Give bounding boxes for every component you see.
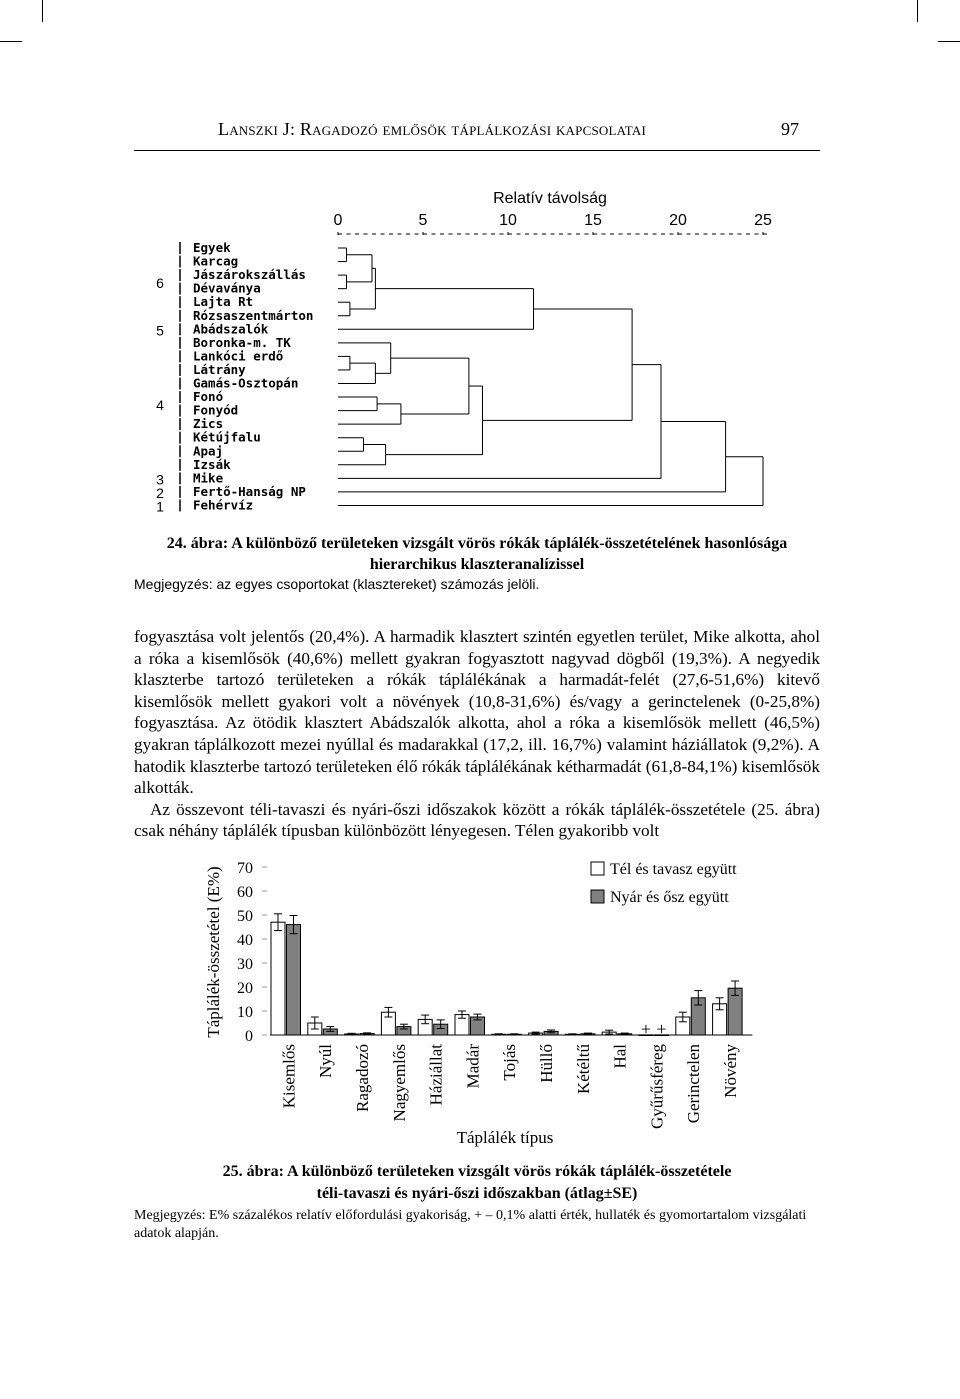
figure25-caption-line2: téli-tavaszi és nyári-őszi időszakban (átlag±SE)	[316, 1185, 638, 1202]
legend-label: Tél és tavasz együtt	[610, 861, 737, 878]
dendrogram-leaf-label: Boronka-m. TK	[193, 334, 291, 350]
x-tick-label: Hüllő	[537, 1044, 556, 1083]
dendrogram-leaf-label: Jászárokszállás	[193, 267, 306, 283]
y-tick-label: 20	[237, 980, 253, 997]
dendrogram-leaf-label: Lankóci erdő	[193, 348, 284, 364]
x-tick-label: Növény	[721, 1044, 740, 1098]
dendrogram-leaf-label: Egyek	[193, 240, 231, 255]
dendrogram-leaf-label: Kétújfalu	[193, 429, 261, 445]
dendrogram-leaf-label: Fertő-Hanság NP	[193, 483, 306, 499]
dendrogram-leaf-label: Fehérvíz	[193, 497, 254, 513]
paragraph-2: Az összevont téli-tavaszi és nyári-őszi időszakok között a rókák táplálék-összetétele (25. ábra) csak néhány táplálék típusban különbözött lényegesen. Télen gyakoribb volt	[134, 799, 820, 841]
dendrogram-leaf-label: Lajta Rt	[193, 294, 254, 310]
dendrogram-group-number: 5	[156, 322, 164, 339]
dendrogram-tick-label: 15	[584, 212, 602, 229]
bar	[287, 925, 301, 1035]
x-tick-label: Kétéltű	[573, 1044, 593, 1095]
x-tick-label: Kisemlős	[279, 1044, 299, 1109]
legend-label: Nyár és ősz együtt	[610, 889, 729, 906]
x-axis-title: Táplálék típus	[456, 1128, 554, 1147]
figure25-caption-line1: 25. ábra: A különböző területeken vizsgált vörös rókák táplálék-összetétele	[222, 1163, 732, 1180]
x-tick-label: Gyűrűsféreg	[647, 1044, 667, 1129]
figure24-note: Megjegyzés: az egyes csoportokat (klasztereket) számozás jelöli.	[134, 576, 540, 592]
dendrogram-tick-label: 0	[333, 212, 343, 229]
y-tick-label: 50	[237, 908, 253, 925]
page-number: 97	[781, 119, 799, 139]
dendrogram-leaf-label: Apaj	[193, 443, 224, 459]
dendrogram-leaf-label: Dévaványa	[193, 280, 261, 296]
dendrogram-leaf-label: Izsák	[193, 456, 231, 472]
x-tick-label: Tojás	[500, 1044, 520, 1081]
figure24-caption-line1: 24. ábra: A különböző területeken vizsgált vörös rókák táplálék-összetételének hasonlósága	[166, 535, 788, 552]
figure24-caption-line2: hierarchikus klaszteranalízissel	[369, 556, 585, 573]
dendrogram-tick-label: 5	[418, 212, 428, 229]
y-tick-label: 30	[237, 956, 253, 973]
x-tick-label: Nyúl	[316, 1044, 336, 1078]
paragraph-1: fogyasztása volt jelentős (20,4%). A harmadik klasztert szintén egyetlen terület, Mike alkotta, ahol a róka a kisemlősök (40,6%) mellett gyakran fogyasztott nagyvad dögből (19,3%). A negyedik klaszterbe tartozó területeken a rókák táplálékának a harmadát-felét (27,6-51,6%) kitevő kisemlősök mellett gyakori volt a növények (10,8-31,6%) és/vagy a gerinctelenek (0-25,8%) fogyasztása. Az ötödik klasztert Abádszalók alkotta, ahol a róka a kisemlősök mellett (46,5%) gyakran táplálkozott mezei nyúllal és madarakkal (17,2, ill. 16,7%) valamint háziállatok (9,2%). A hatodik klaszterbe tartozó területeken élő rókák táplálékának kétharmadát (61,8-84,1%) kisemlősök alkották.	[134, 627, 820, 798]
dendrogram-leaf-label: Fonyód	[193, 402, 239, 418]
dendrogram-axis-title: Relatív távolság	[493, 190, 607, 207]
dendrogram-tick-label: 25	[754, 212, 772, 229]
x-tick-label: Gerinctelen	[684, 1044, 704, 1124]
y-tick-label: 10	[237, 1004, 253, 1021]
dendrogram-leaf-label: Zics	[193, 416, 224, 432]
dendrogram-group-number: 3	[156, 471, 164, 488]
legend-swatch	[591, 890, 604, 903]
bar	[271, 922, 285, 1035]
y-tick-label: 0	[245, 1028, 253, 1045]
dendrogram-group-number: 6	[156, 274, 164, 291]
dendrogram-leaf-label: Fonó	[193, 389, 224, 405]
x-tick-label: Háziállat	[426, 1044, 446, 1106]
dendrogram-leaf-label: Karcag	[193, 253, 239, 269]
dendrogram-tick-label: 10	[499, 212, 517, 229]
dendrogram-group-number: 4	[156, 396, 164, 413]
y-axis-title: Táplálék-összetétel (E%)	[204, 866, 223, 1038]
dendrogram-leaf-label: Mike	[193, 470, 224, 486]
x-tick-label: Nagyemlős	[389, 1044, 409, 1122]
x-tick-label: Madár	[463, 1044, 483, 1089]
figure25-note: Megjegyzés: E% százalékos relatív előfordulási gyakoriság, + – 0,1% alatti érték, hullaték és gyomortartalom vizsgálati adatok alapján.	[134, 1208, 807, 1241]
x-tick-label: Ragadozó	[353, 1044, 372, 1112]
y-tick-label: 40	[237, 932, 253, 949]
dendrogram-leaf-label: Abádszalók	[193, 321, 269, 337]
trace-mark: +	[656, 1019, 667, 1039]
legend-swatch	[591, 862, 604, 875]
dendrogram-group-number: 2	[156, 484, 164, 501]
trace-mark: +	[640, 1019, 652, 1039]
dendrogram-leaf-label: Rózsaszentmárton	[193, 307, 314, 323]
dendrogram-leaf-label: Látrány	[193, 361, 246, 377]
dendrogram-leaf-label: Gamás-Osztopán	[193, 375, 299, 391]
dendrogram-group-number: 1	[156, 498, 164, 515]
dendrogram-tick-label: 20	[669, 212, 687, 229]
y-tick-label: 70	[237, 860, 253, 877]
y-tick-label: 60	[237, 884, 253, 901]
running-title: Lanszki J: Ragadozó emlősök táplálkozási kapcsolatai	[218, 119, 646, 139]
x-tick-label: Hal	[610, 1044, 630, 1069]
